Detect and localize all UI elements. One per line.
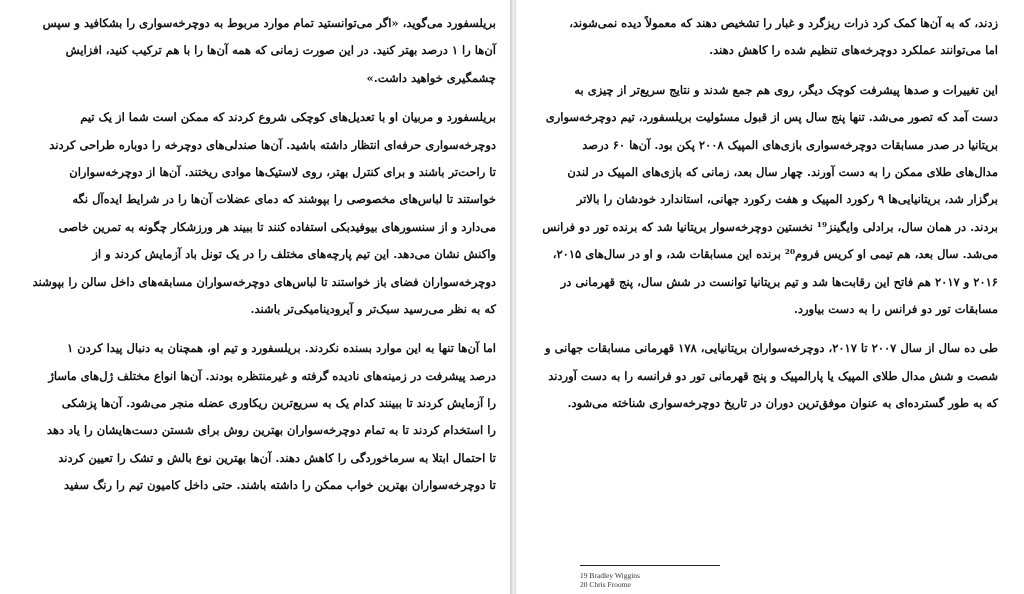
paragraph-gap xyxy=(576,65,998,77)
text-line: بریلسفورد و مربیان او با تعدیل‌های کوچکی شروع کردند که ممکن است شما از یک تیم xyxy=(80,110,496,125)
footnote-divider xyxy=(580,565,720,566)
text-line: را استخدام کردند تا به تمام دوچرخه‌سواران بهترین روش برای شستن دست‌هایشان را یاد دهد xyxy=(46,423,496,438)
right-paragraph-3 xyxy=(545,335,998,417)
text-line: دست آمد که تصور می‌شد. تنها پنج سال پس از قبول مسئولیت بریلسفورد، تیم دوچرخه‌سواری xyxy=(545,110,998,125)
text-line: واکنش نشان می‌دهد. این تیم پارچه‌های مختلف را در یک تونل باد آزمایش کردند و از xyxy=(92,247,496,262)
paragraph-gap xyxy=(576,323,998,335)
text-line: شصت و شش مدال طلای المپیک یا پارالمپیک و پنج قهرمانی تور دو فرانسه را به دست آوردند xyxy=(548,368,998,383)
text-line: دوچرخه‌سواران فضای باز خواستند تا لباس‌های دوچرخه‌سواران مسابقه‌های داخل سالن را بپوشند xyxy=(32,274,496,289)
text-line: می‌شد. سال بعد، هم تیمی او کریس فروم²⁰ برنده این مسابقات شد، و او در سال‌های ۲۰۱۵، xyxy=(552,247,998,262)
footnote-19: 19 Bradley Wiggins xyxy=(580,571,640,580)
text-line: تا راحت‌تر باشند و برای کنترل بهتر، روی لاستیک‌ها موادی ریختند. آن‌ها از دوچرخه‌سواران xyxy=(69,164,496,179)
text-line: که به نظر می‌رسید سبک‌تر و آیرودینامیکی‌تر باشند. xyxy=(250,301,496,316)
left-page-text xyxy=(26,10,496,500)
left-paragraph-1 xyxy=(26,10,496,92)
paragraph-gap xyxy=(26,323,496,335)
left-paragraph-3 xyxy=(26,335,496,499)
text-line: را آزمایش کردند تا ببینند کدام یک به سریع‌ترین ریکاوری عضله منجر می‌شود. آن‌ها پزشکی xyxy=(61,396,496,411)
text-line: برگزار شد، بریتانیایی‌ها ۹ رکورد المپیک و هفت رکورد جهانی، استاندارد خودشان را بالاتر xyxy=(576,192,998,207)
text-line: خواستند تا لباس‌های مخصوصی را بپوشند که دمای عضلات آن‌ها را در شرایط ایده‌آل نگه xyxy=(72,192,496,207)
left-paragraph-2 xyxy=(26,104,496,323)
text-line: آن‌ها را ۱ درصد بهتر کنید. در این صورت زمانی که همه آن‌ها را با هم ترکیب کنید، افزایش xyxy=(65,43,496,58)
text-line: اما می‌توانند عملکرد دوچرخه‌های تنظیم شده را کاهش دهند. xyxy=(709,43,998,58)
text-line: این تغییرات و صدها پیشرفت کوچک دیگر، روی هم جمع شدند و نتایج سریع‌تر از چیزی به xyxy=(574,82,998,97)
text-line: درصد پیشرفت در زمینه‌های نادیده گرفته و غیرمنتظره بودند. آن‌ها انواع مختلف ژل‌های ماساژ xyxy=(48,368,496,383)
text-line: دوچرخه‌سواری حرفه‌ای انتظار داشته باشید. آن‌ها صندلی‌های دوچرخه را دوباره طراحی کردند xyxy=(49,137,496,152)
text-line: مسابقات تور دو فرانس را به دست بیاورد. xyxy=(793,301,998,316)
text-line: می‌دارد و از سنسورهای بیوفیدبکی استفاده کنند تا ببیند هر ورزشکار چگونه به تمرین خاصی xyxy=(58,219,496,234)
right-page xyxy=(516,0,1024,594)
text-line: اما آن‌ها تنها به این موارد بسنده نکردند. بریلسفورد و تیم او، همچنان به دنبال پیدا کردن ۱ xyxy=(67,341,496,356)
right-page-text xyxy=(542,10,998,417)
text-line: طی ده سال از سال ۲۰۰۷ تا ۲۰۱۷، دوچرخه‌سواران بریتانیایی، ۱۷۸ قهرمانی مسابقات جهانی و xyxy=(545,341,998,356)
text-line: ۲۰۱۶ و ۲۰۱۷ هم فاتح این رقابت‌ها شد و تیم بریتانیا توانست در شش سال، پنج قهرمانی در xyxy=(560,274,998,289)
text-line: چشمگیری خواهید داشت.» xyxy=(366,70,496,85)
footnotes xyxy=(580,571,640,589)
footnote-20: 20 Chris Froome xyxy=(580,580,631,589)
text-line: بریلسفورد می‌گوید، «اگر می‌توانستید تمام موارد مربوط به دوچرخه‌سواری را بشکافید و سپس xyxy=(42,16,496,30)
right-paragraph-1 xyxy=(569,10,998,65)
text-line: بردند. در همان سال، برادلی وایگینز¹⁹ نخستین دوچرخه‌سوار بریتانیا شد که برنده تور دو فرانس xyxy=(542,219,998,234)
paragraph-gap xyxy=(26,92,496,104)
text-line: زدند، که به آن‌ها کمک کرد ذرات ریزگرد و غبار را تشخیص دهند که معمولاً دیده نمی‌شوند، xyxy=(569,16,998,30)
text-line: مدال‌های طلای ممکن را به دست آورند. چهار سال بعد، زمانی که بازی‌های المپیک در لندن xyxy=(567,164,998,179)
right-paragraph-2 xyxy=(542,77,998,324)
text-line: تا احتمال ابتلا به سرماخوردگی را کاهش دهند. آن‌ها بهترین نوع بالش و تشک را تعیین کردند xyxy=(58,450,496,465)
text-line: تا دوچرخه‌سواران بهترین خواب ممکن را داشته باشند. حتی داخل کامیون تیم را رنگ سفید xyxy=(64,478,496,493)
text-line: که به طور گسترده‌ای به عنوان موفق‌ترین دوران در تاریخ دوچرخه‌سواری شناخته می‌شود. xyxy=(567,396,998,411)
text-line: بریتانیا در صدر مسابقات دوچرخه‌سواری بازی‌های المپیک ۲۰۰۸ پکن بود. آن‌ها ۶۰ درصد xyxy=(582,137,998,152)
